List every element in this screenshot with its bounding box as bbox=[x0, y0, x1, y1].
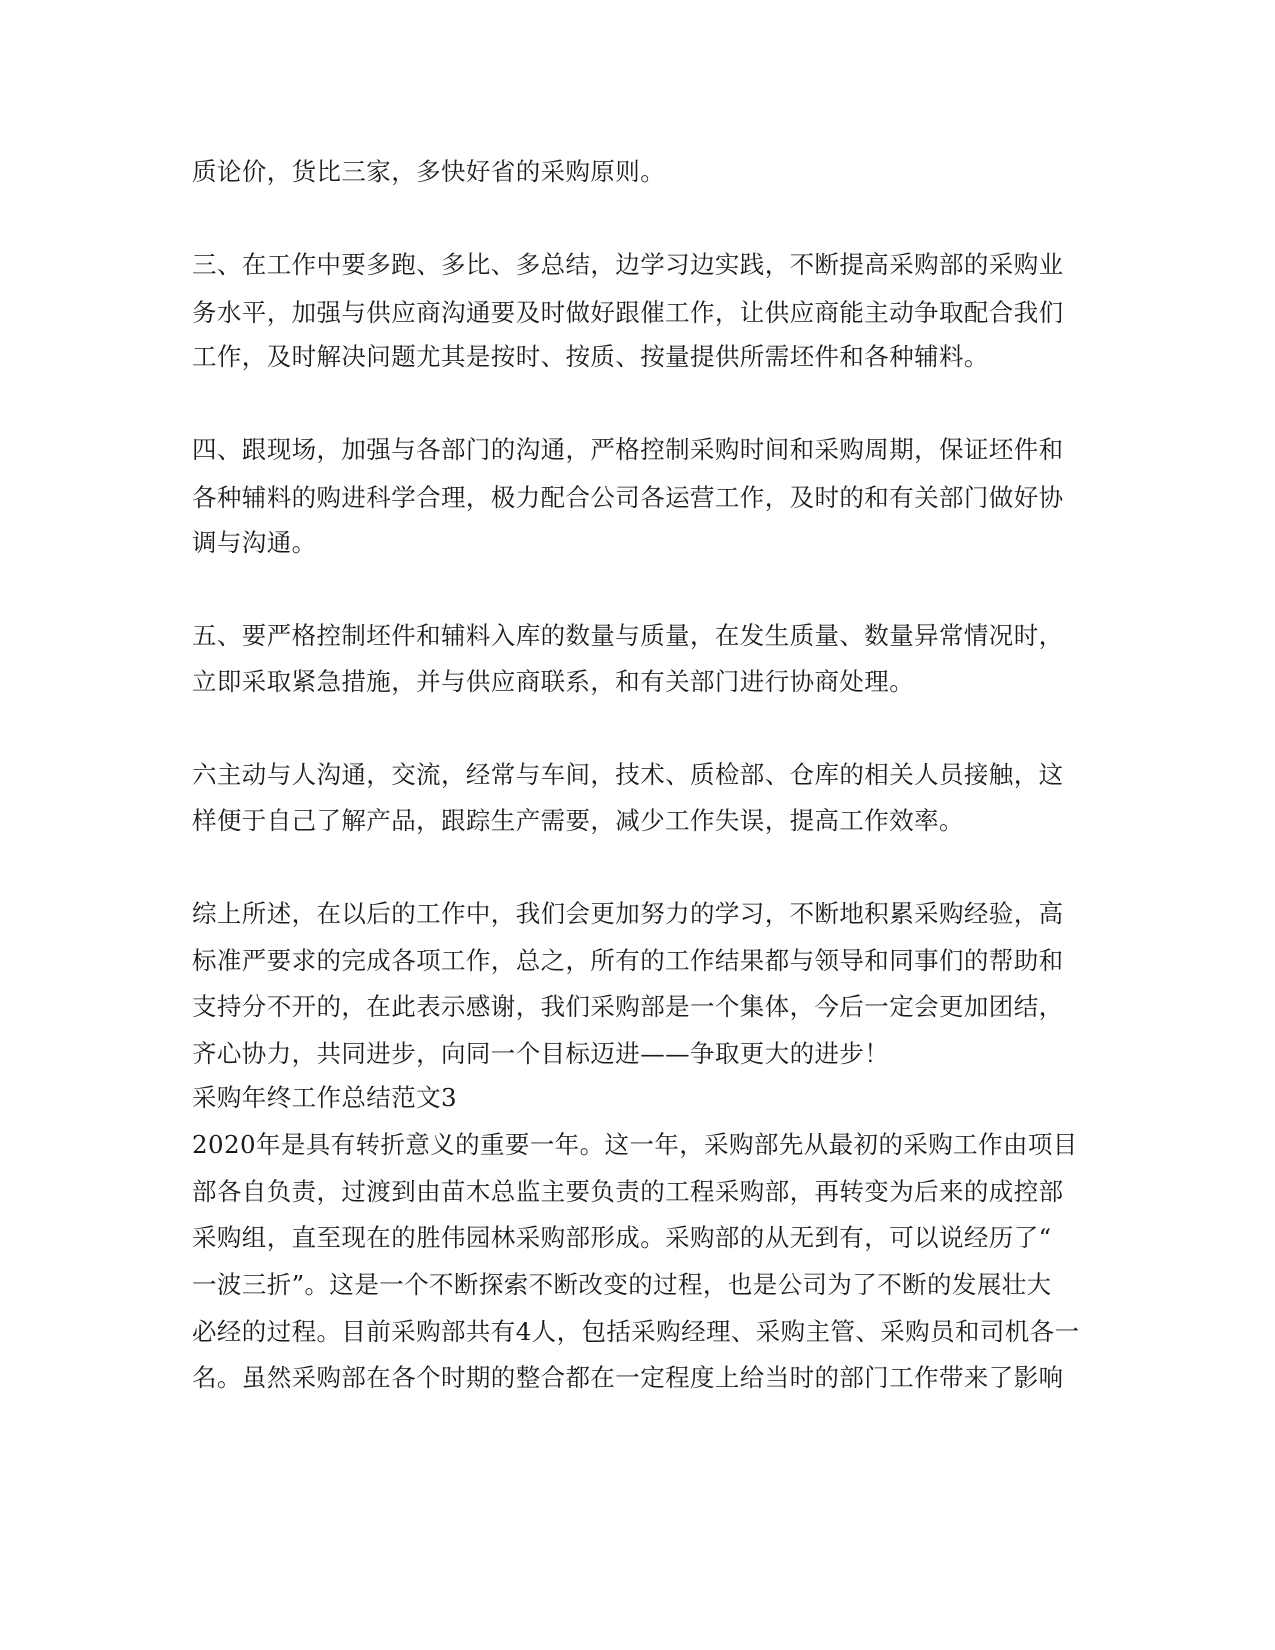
text-line: 六主动与人沟通，交流，经常与车间，技术、质检部、仓库的相关人员接触，这 bbox=[192, 760, 1064, 789]
text-line: 样便于自己了解产品，跟踪生产需要，减少工作失误，提高工作效率。 bbox=[192, 806, 964, 835]
text-line: 必经的过程。目前采购部共有4人，包括采购经理、采购主管、采购员和司机各一 bbox=[192, 1317, 1080, 1346]
text-line: 齐心协力，共同进步，向同一个目标迈进——争取更大的进步！ bbox=[192, 1039, 890, 1068]
section-heading: 采购年终工作总结范文3 bbox=[192, 1083, 457, 1112]
text-line: 工作，及时解决问题尤其是按时、按质、按量提供所需坯件和各种辅料。 bbox=[192, 342, 989, 371]
text-line: 五、要严格控制坯件和辅料入库的数量与质量，在发生质量、数量异常情况时， bbox=[192, 621, 1064, 650]
text-line: 调与沟通。 bbox=[192, 528, 317, 557]
text-line: 一波三折”。这是一个不断探索不断改变的过程，也是公司为了不断的发展壮大 bbox=[192, 1270, 1052, 1299]
text-line: 2020年是具有转折意义的重要一年。这一年，采购部先从最初的采购工作由项目 bbox=[192, 1130, 1078, 1159]
text-line: 标准严要求的完成各项工作，总之，所有的工作结果都与领导和同事们的帮助和 bbox=[192, 946, 1064, 975]
text-line: 质论价，货比三家，多快好省的采购原则。 bbox=[192, 157, 666, 186]
text-line: 立即采取紧急措施，并与供应商联系，和有关部门进行协商处理。 bbox=[192, 667, 915, 696]
text-line: 各种辅料的购进科学合理，极力配合公司各运营工作，及时的和有关部门做好协 bbox=[192, 483, 1064, 512]
text-line: 支持分不开的，在此表示感谢，我们采购部是一个集体，今后一定会更加团结， bbox=[192, 992, 1064, 1021]
text-line: 部各自负责，过渡到由苗木总监主要负责的工程采购部，再转变为后来的成控部 bbox=[192, 1177, 1064, 1206]
text-line: 采购组，直至现在的胜伟园林采购部形成。采购部的从无到有，可以说经历了“ bbox=[192, 1223, 1052, 1252]
text-line: 务水平，加强与供应商沟通要及时做好跟催工作，让供应商能主动争取配合我们 bbox=[192, 298, 1064, 327]
text-line: 综上所述，在以后的工作中，我们会更加努力的学习，不断地积累采购经验，高 bbox=[192, 899, 1064, 928]
text-line: 名。虽然采购部在各个时期的整合都在一定程度上给当时的部门工作带来了影响 bbox=[192, 1363, 1064, 1392]
text-line: 四、跟现场，加强与各部门的沟通，严格控制采购时间和采购周期，保证坯件和 bbox=[192, 435, 1064, 464]
text-line: 三、在工作中要多跑、多比、多总结，边学习边实践，不断提高采购部的采购业 bbox=[192, 250, 1064, 279]
